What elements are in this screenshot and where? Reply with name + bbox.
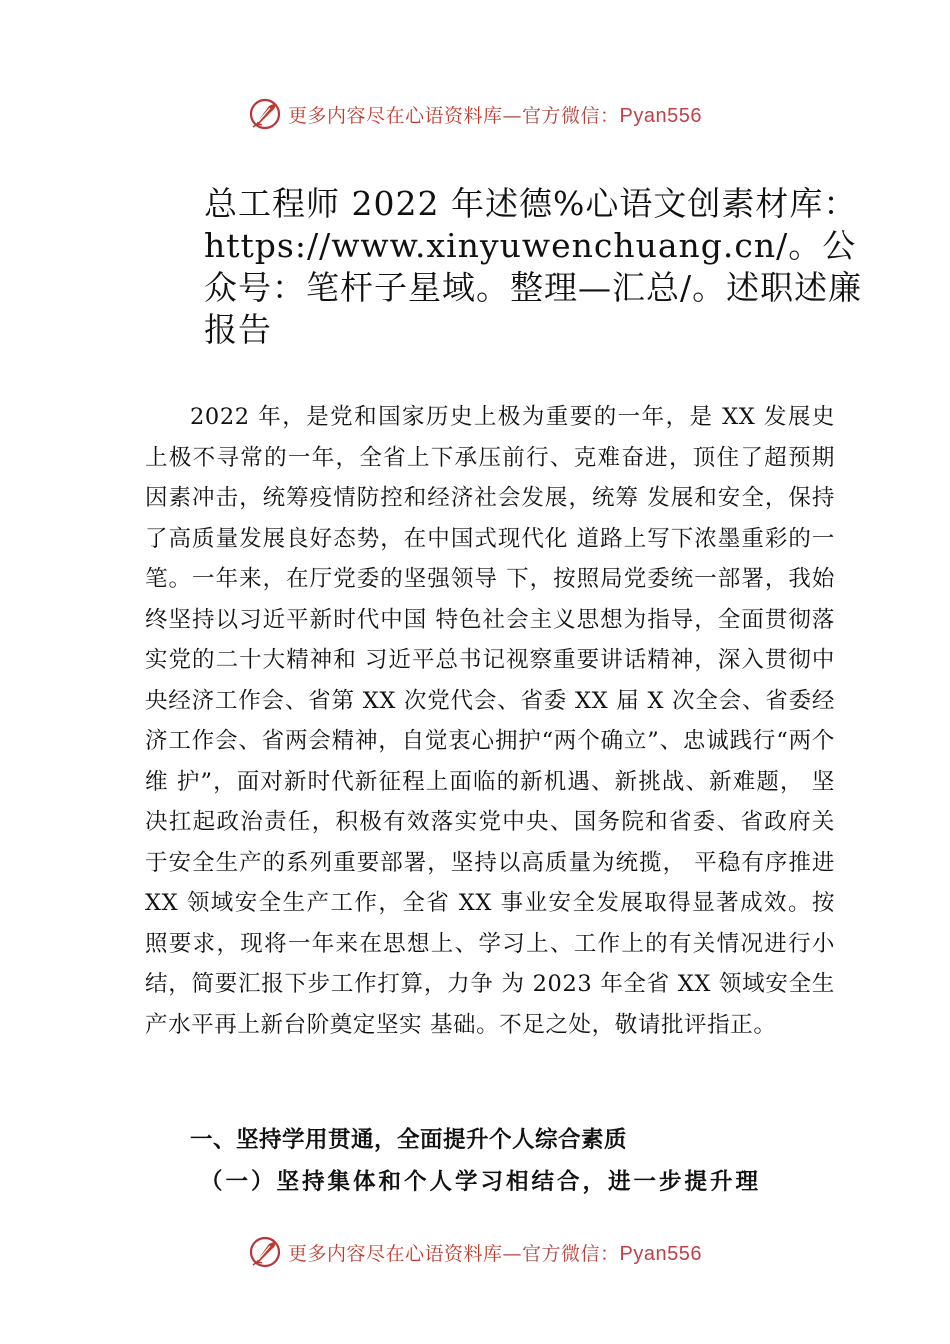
quill-pen-logo-icon <box>248 1235 282 1269</box>
watermark-banner-bottom <box>0 1232 950 1272</box>
quill-pen-logo-icon <box>248 97 282 131</box>
document-title: 总工程师 2022 年述德%心语文创素材库：https://www.xinyuwenchuang.cn/。公众号：笔杆子星域。整理—汇总/。述职述廉报告 <box>204 184 863 349</box>
section-heading: 一、坚持学用贯通，全面提升个人综合素质 <box>190 1127 628 1153</box>
body-paragraph: 2022 年，是党和国家历史上极为重要的一年，是 XX 发展史上极不寻常的一年，全省上下承压前行、克难奋进，顶住了超预期因素冲击，统筹疫情防控和经济社会发展，统筹 发展和安全，保持了高质量发展良好态势，在中国式现代化 道路上写下浓墨重彩的一笔。一年来，在厅党委的坚强领导 下，按照局党委统一部署，我始终坚持以习近平新时代中国 特色社会主义思想为指导，全面贯彻落实党的二十大精神和 习近平总书记视察重要讲话精神，深入贯彻中央经济工作会、省第 XX 次党代会、省委 XX 届 X 次全会、省委经济工作会、省两会精神，自觉衷心拥护“两个确立”、忠诚践行“两个维 护”，面对新时代新征程上面临的新机遇、新挑战、新难题， 坚决扛起政治责任，积极有效落实党中央、国务院和省委、省政府关于安全生产的系列重要部署，坚持以高质量为统揽， 平稳有序推进 XX 领域安全生产工作，全省 XX 事业安全发展取得显著成效。按照要求，现将一年来在思想上、学习上、工作上的有关情况进行小结，简要汇报下步工作打算，力争 为 2023 年全省 XX 领域安全生产水平再上新台阶奠定坚实 基础。不足之处，敬请批评指正。 <box>145 404 835 1038</box>
watermark-separator: —官方微信： <box>502 1242 620 1265</box>
watermark-prefix: 更多内容尽在心语资料库 <box>288 1242 503 1265</box>
watermark-separator: —官方微信： <box>502 104 620 127</box>
watermark-banner-top <box>0 94 950 134</box>
watermark-account: Pyan556 <box>619 104 702 127</box>
watermark-text <box>288 1239 702 1266</box>
watermark-account: Pyan556 <box>619 1242 702 1265</box>
watermark-text <box>288 101 702 128</box>
subsection-heading: （一）坚持集体和个人学习相结合，进一步提升理 <box>200 1169 762 1195</box>
watermark-prefix: 更多内容尽在心语资料库 <box>288 104 503 127</box>
